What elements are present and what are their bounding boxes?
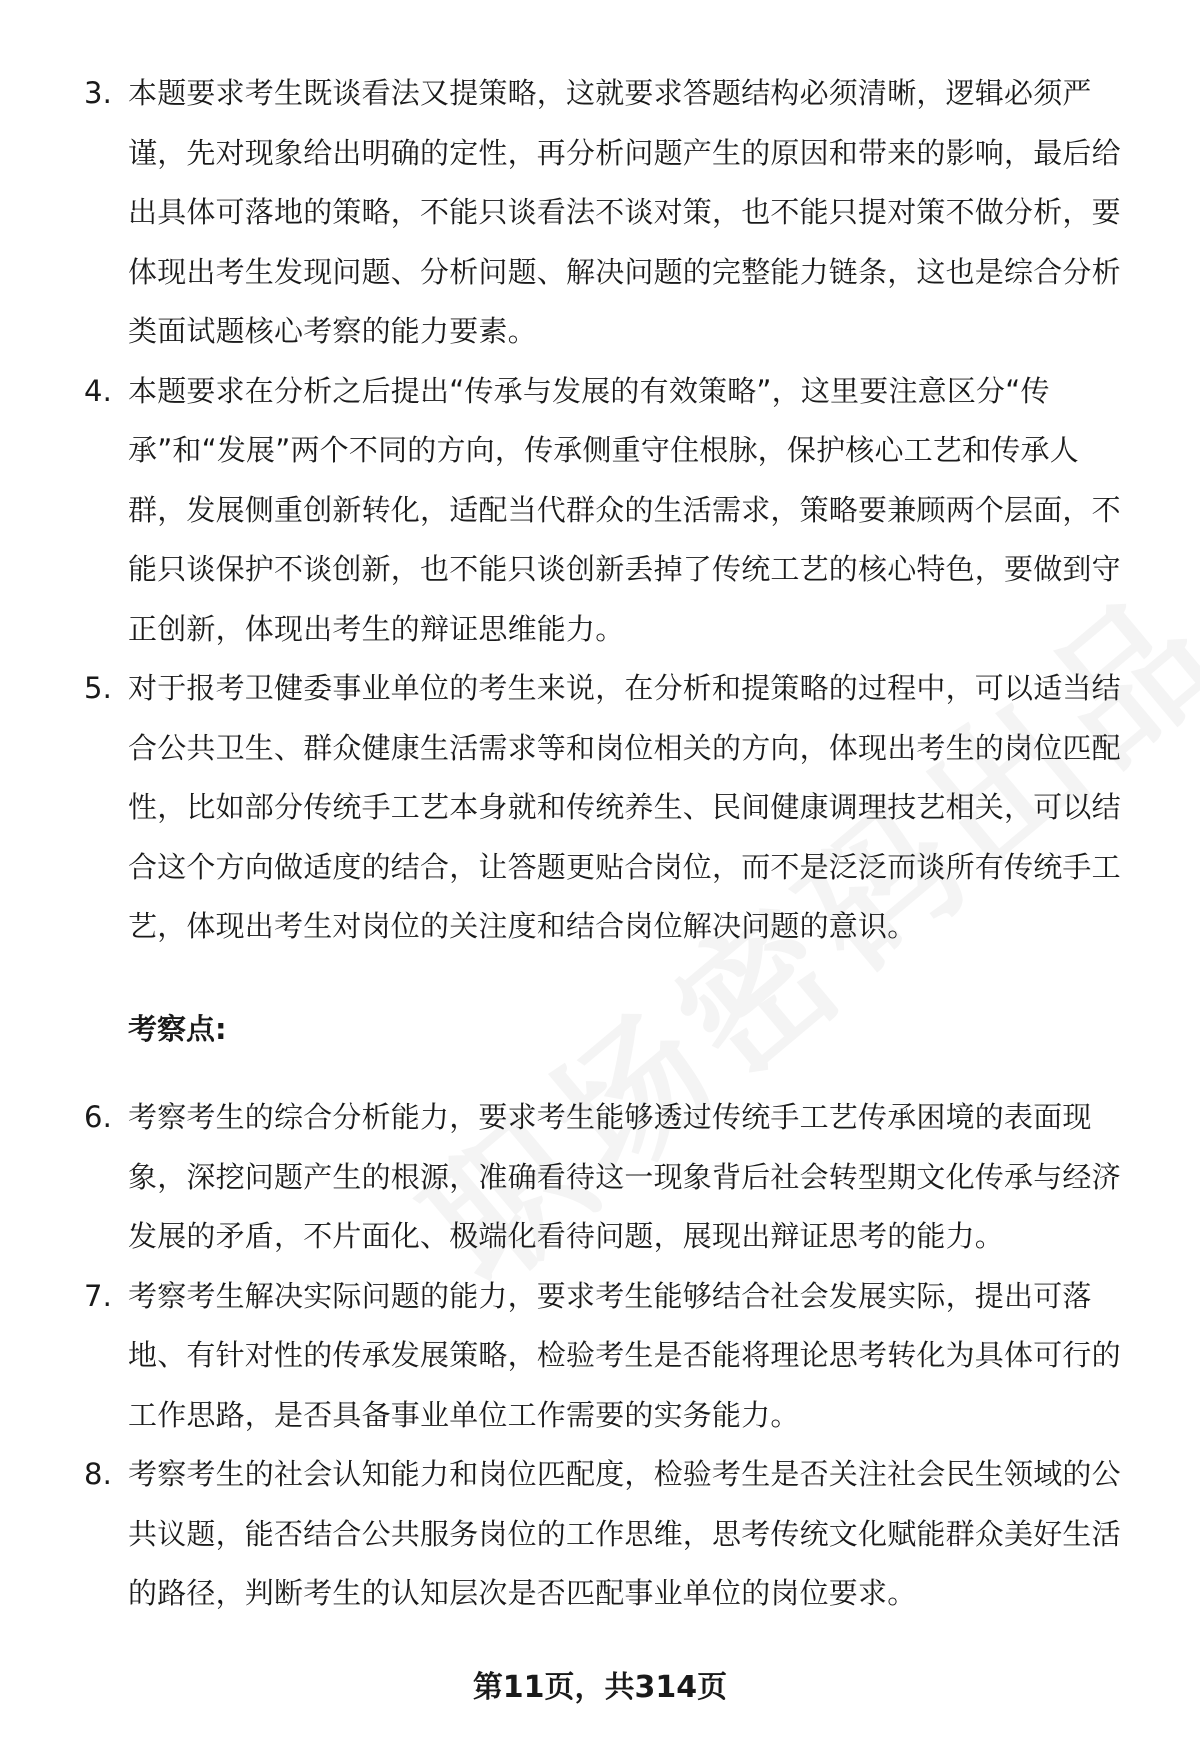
item-number: 4. (84, 373, 113, 408)
list-item (0, 64, 1200, 362)
item-number: 3. (84, 76, 113, 110)
item-text: 考察考生解决实际问题的能力，要求考生能够结合社会发展实际，提出可落地、有针对性的传承发展策略，检验考生是否能将理论思考转化为具体可行的工作思路，是否具备事业单位工作需要的实务能力。 (128, 1278, 1121, 1432)
numbered-list-after (0, 1088, 1200, 1624)
list-item (0, 1445, 1200, 1624)
numbered-list-before (0, 64, 1200, 957)
list-item (0, 1088, 1200, 1267)
list-item (0, 1267, 1200, 1446)
item-number: 7. (84, 1278, 113, 1313)
page-number-footer: 第11页，共314页 (472, 1670, 728, 1705)
list-item (0, 659, 1200, 957)
item-number: 5. (84, 671, 113, 705)
item-text: 考察考生的社会认知能力和岗位匹配度，检验考生是否关注社会民生领域的公共议题，能否结合公共服务岗位的工作思维，思考传统文化赋能群众美好生活的路径，判断考生的认知层次是否匹配事业单位的岗位要求。 (128, 1457, 1121, 1610)
item-number: 8. (84, 1457, 113, 1491)
item-text: 考察考生的综合分析能力，要求考生能够透过传统手工艺传承困境的表面现象，深挖问题产生的根源，准确看待这一现象背后社会转型期文化传承与经济发展的矛盾，不片面化、极端化看待问题，展现出辩证思考的能力。 (128, 1100, 1121, 1253)
list-item (0, 362, 1200, 660)
item-text: 对于报考卫健委事业单位的考生来说，在分析和提策略的过程中，可以适当结合公共卫生、群众健康生活需求等和岗位相关的方向，体现出考生的岗位匹配性，比如部分传统手工艺本身就和传统养生、民间健康调理技艺相关，可以结合这个方向做适度的结合，让答题更贴合岗位，而不是泛泛而谈所有传统手工艺，体现出考生对岗位的关注度和结合岗位解决问题的意识。 (128, 671, 1121, 943)
item-number: 6. (84, 1100, 113, 1134)
section-heading: 考察点: (128, 1012, 227, 1046)
item-text: 本题要求在分析之后提出“传承与发展的有效策略”，这里要注意区分“传承”和“发展”两个不同的方向，传承侧重守住根脉，保护核心工艺和传承人群，发展侧重创新转化，适配当代群众的生活需求，策略要兼顾两个层面，不能只谈保护不谈创新，也不能只谈创新丢掉了传统工艺的核心特色，要做到守正创新，体现出考生的辩证思维能力。 (128, 373, 1121, 646)
item-text: 本题要求考生既谈看法又提策略，这就要求答题结构必须清晰，逻辑必须严谨，先对现象给出明确的定性，再分析问题产生的原因和带来的影响，最后给出具体可落地的策略，不能只谈看法不谈对策，也不能只提对策不做分析，要体现出考生发现问题、分析问题、解决问题的完整能力链条，这也是综合分析类面试题核心考察的能力要素。 (128, 76, 1121, 348)
